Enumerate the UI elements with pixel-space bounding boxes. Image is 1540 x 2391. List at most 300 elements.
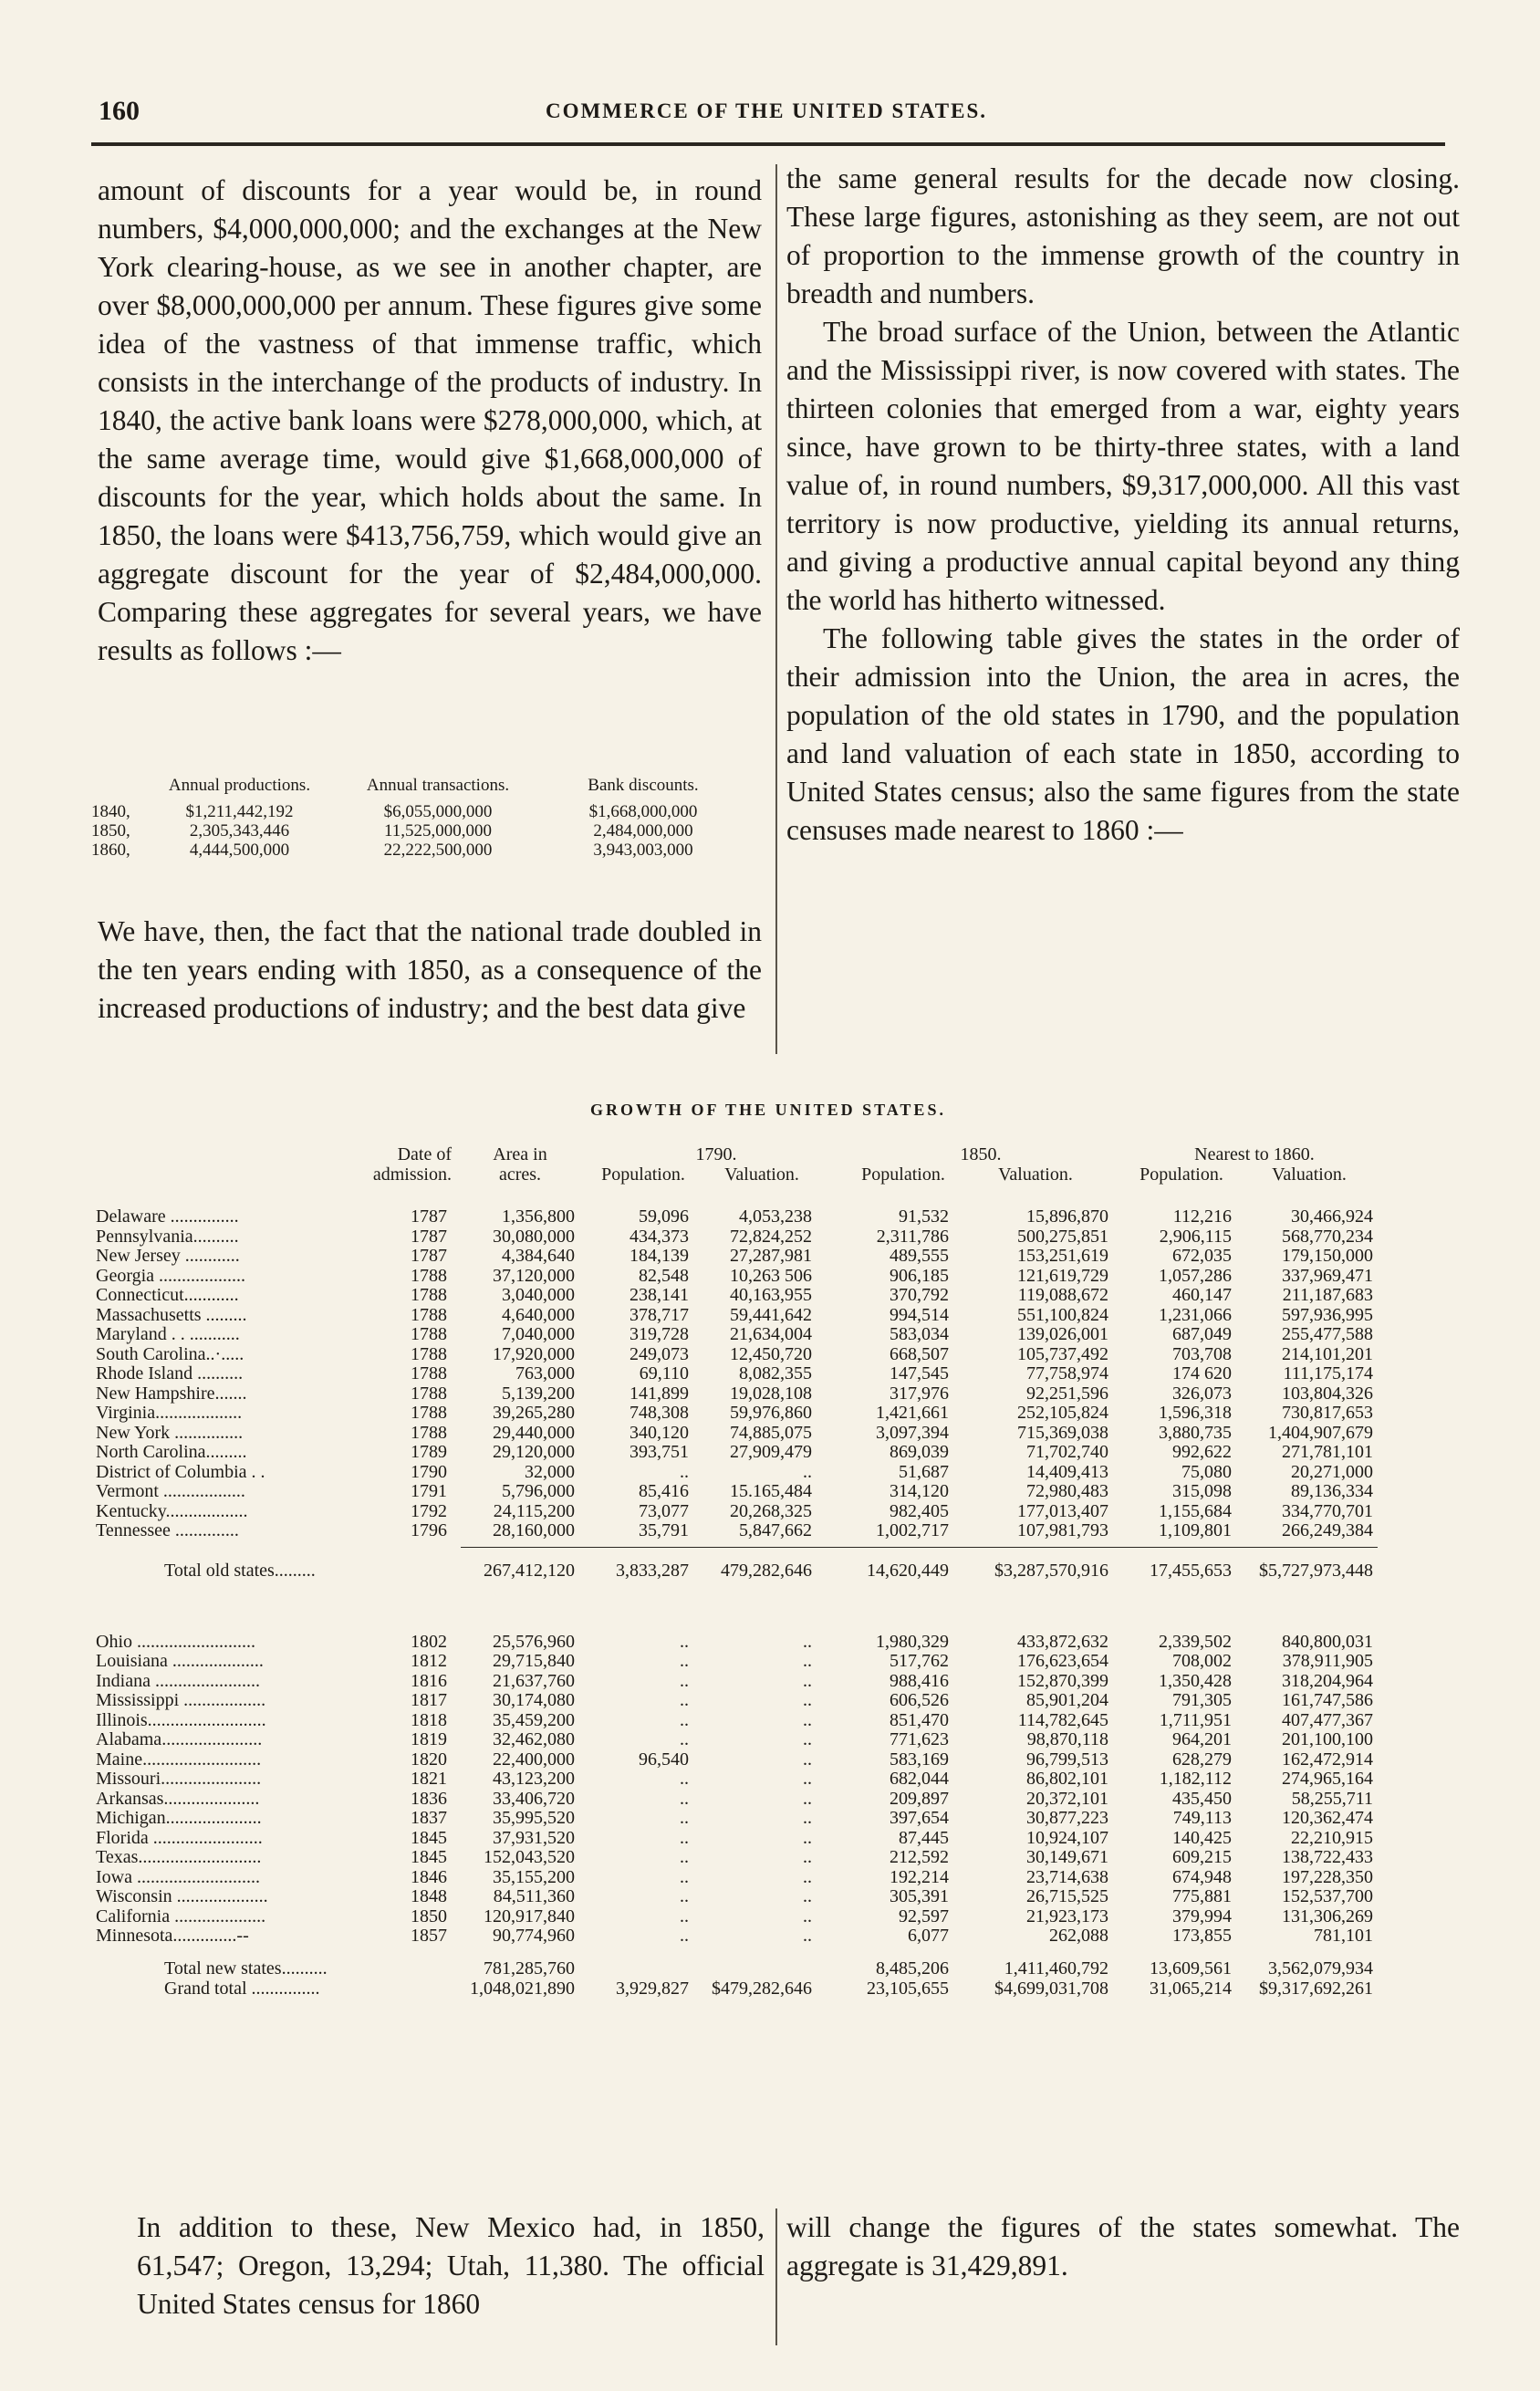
cell-state: Massachusetts ......... <box>96 1304 247 1325</box>
cell-area: 33,406,720 <box>493 1788 575 1809</box>
cell-v1850: 15,896,870 <box>1026 1206 1108 1227</box>
cell-p1790: .. <box>680 1769 689 1789</box>
paragraph-decade: the same general results for the decade now closing. These large figures, astonishing as they seem, are not out of proportion to the immense growth of the country in breadth and numbers. <box>786 162 1460 309</box>
cell-v1790: .. <box>803 1670 812 1691</box>
cell-p1850: 397,654 <box>890 1808 949 1828</box>
cell-date: 1788 <box>411 1403 447 1423</box>
grand-total-row <box>91 1979 1460 1999</box>
cell-pn: 2,906,115 <box>1159 1226 1232 1247</box>
cell-state: Indiana ....................... <box>96 1670 260 1691</box>
cell-v1850: 176,623,654 <box>1017 1651 1108 1671</box>
summary-productions: $1,211,442,192 <box>185 802 294 821</box>
cell-p1850: 14,620,449 <box>867 1560 949 1581</box>
cell-state: South Carolina..·..... <box>96 1343 245 1364</box>
cell-area: 29,715,840 <box>493 1651 575 1671</box>
cell-area: 30,080,000 <box>493 1226 575 1247</box>
cell-p1790: 96,540 <box>639 1749 689 1770</box>
cell-vn: 597,936,995 <box>1282 1304 1373 1325</box>
cell-p1850: 906,185 <box>890 1265 949 1286</box>
cell-pn: 674,948 <box>1172 1866 1232 1887</box>
cell-v1790: 15.165,484 <box>730 1481 812 1501</box>
cell-v1790: 12,450,720 <box>730 1343 812 1364</box>
cell-v1850: 21,923,173 <box>1026 1905 1108 1926</box>
cell-date: 1845 <box>411 1827 447 1848</box>
cell-area: 5,796,000 <box>502 1481 575 1501</box>
cell-vn: 378,911,905 <box>1282 1651 1373 1671</box>
cell-pn: 1,109,801 <box>1159 1520 1232 1540</box>
summary-header-productions: Annual productions. <box>168 776 311 795</box>
summary-productions: 4,444,500,000 <box>189 841 290 860</box>
cell-p1850: 517,762 <box>890 1651 949 1671</box>
cell-p1790: 434,373 <box>630 1226 689 1247</box>
cell-p1850: 6,077 <box>908 1926 949 1946</box>
cell-p1850: 212,592 <box>890 1847 949 1867</box>
cell-area: 25,576,960 <box>493 1631 575 1652</box>
state-row <box>91 1633 1460 1653</box>
cell-v1850: 114,782,645 <box>1017 1709 1108 1730</box>
cell-v1790: 59,976,860 <box>730 1403 812 1423</box>
cell-area: 4,640,000 <box>502 1304 575 1325</box>
cell-v1790: 8,082,355 <box>739 1363 812 1383</box>
cell-pn: 775,881 <box>1172 1886 1232 1906</box>
summary-year: 1850, <box>91 821 130 841</box>
cell-label: Grand total ............... <box>164 1978 320 1999</box>
cell-v1850: 139,026,001 <box>1017 1324 1108 1344</box>
cell-v1850: 30,877,223 <box>1026 1808 1108 1828</box>
cell-state: Mississippi .................. <box>96 1690 266 1710</box>
cell-date: 1789 <box>411 1442 447 1462</box>
cell-p1790: 319,728 <box>630 1324 689 1344</box>
cell-v1790: 27,287,981 <box>730 1246 812 1266</box>
state-row <box>91 1907 1460 1927</box>
cell-pn: 609,215 <box>1172 1847 1232 1867</box>
cell-state: Kentucky.................. <box>96 1500 248 1521</box>
cell-p1850: 1,002,717 <box>876 1520 949 1540</box>
cell-area: 763,000 <box>515 1363 575 1383</box>
cell-vn: 266,249,384 <box>1282 1520 1373 1540</box>
cell-date: 1788 <box>411 1383 447 1404</box>
cell-p1850: 370,792 <box>890 1285 949 1305</box>
cell-area: 43,123,200 <box>493 1769 575 1789</box>
cell-p1850: 583,034 <box>890 1324 949 1344</box>
cell-p1790: 393,751 <box>630 1442 689 1462</box>
cell-vn: 568,770,234 <box>1282 1226 1373 1247</box>
cell-v1790: .. <box>803 1461 812 1482</box>
cell-vn: 211,187,683 <box>1282 1285 1373 1305</box>
cell-vn: 255,477,588 <box>1282 1324 1373 1344</box>
cell-pn: 628,279 <box>1172 1749 1232 1770</box>
cell-p1790: .. <box>680 1926 689 1946</box>
cell-v1850: 23,714,638 <box>1026 1866 1108 1887</box>
cell-state: Maine.......................... <box>96 1749 262 1770</box>
cell-p1790: .. <box>680 1729 689 1749</box>
cell-vn: 103,804,326 <box>1282 1383 1373 1404</box>
cell-date: 1790 <box>411 1461 447 1482</box>
cell-v1850: 105,737,492 <box>1017 1343 1108 1364</box>
cell-pn: 1,711,951 <box>1159 1709 1232 1730</box>
cell-p1850: 3,097,394 <box>876 1422 949 1443</box>
cell-vn: 138,722,433 <box>1282 1847 1373 1867</box>
cell-p1850: 682,044 <box>890 1769 949 1789</box>
cell-state: Iowa ........................... <box>96 1866 260 1887</box>
header-1790-valuation: Valuation. <box>724 1164 799 1185</box>
header-date-2: admission. <box>372 1164 452 1185</box>
cell-area: 1,048,021,890 <box>470 1978 575 1999</box>
cell-date: 1817 <box>411 1690 447 1710</box>
cell-v1790: .. <box>803 1827 812 1848</box>
state-row <box>91 1306 1460 1326</box>
cell-state: Minnesota..............-- <box>96 1926 249 1946</box>
header-1850-population: Population. <box>861 1164 945 1185</box>
state-row <box>91 1521 1460 1541</box>
cell-area: 30,174,080 <box>493 1690 575 1710</box>
cell-date: 1788 <box>411 1285 447 1305</box>
cell-date: 1787 <box>411 1246 447 1266</box>
cell-date: 1787 <box>411 1226 447 1247</box>
paragraph-aggregate: will change the figures of the states somewhat. The aggregate is 31,429,891. <box>786 2211 1460 2281</box>
cell-date: 1818 <box>411 1709 447 1730</box>
cell-vn: 131,306,269 <box>1282 1905 1373 1926</box>
cell-vn: 781,101 <box>1314 1926 1373 1946</box>
cell-date: 1821 <box>411 1769 447 1789</box>
cell-v1850: 30,149,671 <box>1026 1847 1108 1867</box>
header-1850: 1850. <box>960 1144 1002 1164</box>
cell-p1850: 314,120 <box>890 1481 949 1501</box>
cell-v1790: 20,268,325 <box>730 1500 812 1521</box>
cell-state: Alabama...................... <box>96 1729 263 1749</box>
cell-p1790: 378,717 <box>630 1304 689 1325</box>
cell-label: Total old states......... <box>164 1560 316 1581</box>
cell-vn: 730,817,653 <box>1282 1403 1373 1423</box>
cell-area: 24,115,200 <box>493 1500 575 1521</box>
cell-p1790: 748,308 <box>630 1403 689 1423</box>
cell-area: 22,400,000 <box>493 1749 575 1770</box>
cell-p1790: .. <box>680 1631 689 1652</box>
cell-area: 32,000 <box>525 1461 575 1482</box>
cell-p1790: 3,833,287 <box>616 1560 689 1581</box>
summary-year: 1840, <box>91 802 130 821</box>
cell-area: 28,160,000 <box>493 1520 575 1540</box>
cell-v1850: 177,013,407 <box>1017 1500 1108 1521</box>
state-row <box>91 1424 1460 1444</box>
cell-v1790: 479,282,646 <box>721 1560 812 1581</box>
cell-date: 1836 <box>411 1788 447 1809</box>
cell-pn: 1,182,112 <box>1159 1769 1232 1789</box>
paragraph-following-table: The following table gives the states in the order of their admission into the Union, the area in acres, the population of the old states in 1790, and the population and land valuation of each state in 1850, according to United States census; also the same figures from the state censuses made nearest to 1860 :— <box>786 622 1460 846</box>
cell-v1850: 107,981,793 <box>1017 1520 1108 1540</box>
state-row <box>91 1750 1460 1770</box>
cell-state: New Jersey ............ <box>96 1246 240 1266</box>
cell-v1850: 77,758,974 <box>1026 1363 1108 1383</box>
cell-area: 17,920,000 <box>493 1343 575 1364</box>
cell-p1850: 606,526 <box>890 1690 949 1710</box>
cell-area: 5,139,200 <box>502 1383 575 1404</box>
cell-vn: 334,770,701 <box>1282 1500 1373 1521</box>
cell-p1790: 59,096 <box>639 1206 689 1227</box>
cell-v1850: 98,870,118 <box>1026 1729 1108 1749</box>
summary-row <box>91 802 766 821</box>
left-column-middle <box>98 913 762 1028</box>
cell-pn: 435,450 <box>1172 1788 1232 1809</box>
cell-state: Arkansas..................... <box>96 1788 260 1809</box>
cell-pn: 31,065,214 <box>1150 1978 1232 1999</box>
paragraph-national-trade: We have, then, the fact that the national trade doubled in the ten years ending with 1850, as a consequence of the increased productions of industry; and the best data give <box>98 915 762 1024</box>
cell-p1850: 51,687 <box>899 1461 949 1482</box>
header-1860-valuation: Valuation. <box>1272 1164 1347 1185</box>
column-divider-bottom <box>775 2208 777 2345</box>
table-rule <box>461 1547 1378 1548</box>
summary-header-discounts: Bank discounts. <box>588 776 699 795</box>
cell-vn: 214,101,201 <box>1282 1343 1373 1364</box>
cell-date: 1791 <box>411 1481 447 1501</box>
summary-discounts: 3,943,003,000 <box>593 841 693 860</box>
cell-area: 781,285,760 <box>484 1958 575 1979</box>
cell-v1850: 252,105,824 <box>1017 1403 1108 1423</box>
state-row <box>91 1848 1460 1868</box>
cell-state: Rhode Island .......... <box>96 1363 244 1383</box>
cell-p1850: 583,169 <box>890 1749 949 1770</box>
cell-area: 1,356,800 <box>502 1206 575 1227</box>
cell-pn: 703,708 <box>1172 1343 1232 1364</box>
cell-v1850: 715,369,038 <box>1017 1422 1108 1443</box>
cell-pn: 1,057,286 <box>1159 1265 1232 1286</box>
cell-p1850: 305,391 <box>890 1886 949 1906</box>
cell-vn: 407,477,367 <box>1282 1709 1373 1730</box>
cell-pn: 1,350,428 <box>1159 1670 1232 1691</box>
paragraph-union: The broad surface of the Union, between the Atlantic and the Mississippi river, is now covered with states. The thirteen colonies that emerged from a war, eighty years since, have grown to be thirty-three states, with a land value of, in round numbers, $9,317,000,000. All this vast territory is now productive, yielding its annual returns, and giving a productive annual capital beyond any thing the world has hitherto witnessed. <box>786 316 1460 616</box>
cell-area: 35,459,200 <box>493 1709 575 1730</box>
cell-v1790: .. <box>803 1866 812 1887</box>
cell-state: North Carolina......... <box>96 1442 247 1462</box>
cell-v1790: .. <box>803 1769 812 1789</box>
paragraph-discounts: amount of discounts for a year would be, in round numbers, $4,000,000,000; and the exchanges at the New York clearing-house, as we see in another chapter, are over $8,000,000,000 per annum. These figures give some idea of the vastness of that immense traffic, which consists in the interchange of the products of industry. In 1840, the active bank loans were $278,000,000, which, at the same average time, would give $1,668,000,000 of discounts for the year, which holds about the same. In 1850, the loans were $413,756,759, which would give an aggregate discount for the year of $2,484,000,000. Comparing these aggregates for several years, we have results as follows :— <box>98 174 762 666</box>
state-row <box>91 1502 1460 1522</box>
cell-v1850: 92,251,596 <box>1026 1383 1108 1404</box>
cell-v1850: 14,409,413 <box>1026 1461 1108 1482</box>
cell-v1850: 551,100,824 <box>1017 1304 1108 1325</box>
cell-p1790: .. <box>680 1808 689 1828</box>
cell-v1850: 86,802,101 <box>1026 1769 1108 1789</box>
cell-p1850: 192,214 <box>890 1866 949 1887</box>
column-divider <box>775 164 777 1054</box>
state-row <box>91 1711 1460 1731</box>
cell-v1850: $3,287,570,916 <box>994 1560 1108 1581</box>
cell-state: Pennsylvania.......... <box>96 1226 239 1247</box>
cell-p1790: .. <box>680 1709 689 1730</box>
cell-v1790: .. <box>803 1808 812 1828</box>
cell-vn: 179,150,000 <box>1282 1246 1373 1266</box>
cell-area: 39,265,280 <box>493 1403 575 1423</box>
cell-area: 3,040,000 <box>502 1285 575 1305</box>
cell-p1850: 147,545 <box>890 1363 949 1383</box>
cell-vn: 271,781,101 <box>1282 1442 1373 1462</box>
cell-state: Connecticut............ <box>96 1285 239 1305</box>
cell-date: 1850 <box>411 1905 447 1926</box>
header-1860-population: Population. <box>1139 1164 1223 1185</box>
cell-v1850: 119,088,672 <box>1017 1285 1108 1305</box>
summary-row <box>91 841 766 860</box>
cell-p1790: .. <box>680 1847 689 1867</box>
cell-p1850: 209,897 <box>890 1788 949 1809</box>
cell-p1850: 489,555 <box>890 1246 949 1266</box>
cell-p1850: 87,445 <box>899 1827 949 1848</box>
cell-vn: 20,271,000 <box>1291 1461 1373 1482</box>
cell-v1790: 27,909,479 <box>730 1442 812 1462</box>
cell-v1850: 152,870,399 <box>1017 1670 1108 1691</box>
state-row <box>91 1887 1460 1907</box>
cell-date: 1802 <box>411 1631 447 1652</box>
cell-pn: 315,098 <box>1172 1481 1232 1501</box>
state-row <box>91 1267 1460 1287</box>
cell-pn: 2,339,502 <box>1159 1631 1232 1652</box>
cell-p1790: .. <box>680 1886 689 1906</box>
cell-pn: 687,049 <box>1172 1324 1232 1344</box>
header-1850-valuation: Valuation. <box>998 1164 1073 1185</box>
cell-pn: 460,147 <box>1172 1285 1232 1305</box>
cell-v1850: 433,872,632 <box>1017 1631 1108 1652</box>
cell-p1850: 668,507 <box>890 1343 949 1364</box>
cell-p1790: .. <box>680 1866 689 1887</box>
cell-v1850: 10,924,107 <box>1026 1827 1108 1848</box>
state-row <box>91 1770 1460 1790</box>
cell-pn: 3,880,735 <box>1159 1422 1232 1443</box>
cell-p1790: 340,120 <box>630 1422 689 1443</box>
cell-vn: 89,136,334 <box>1291 1481 1373 1501</box>
cell-v1850: 121,619,729 <box>1017 1265 1108 1286</box>
cell-area: 29,120,000 <box>493 1442 575 1462</box>
cell-pn: 1,596,318 <box>1159 1403 1232 1423</box>
header-1790: 1790. <box>695 1144 737 1164</box>
cell-area: 35,155,200 <box>493 1866 575 1887</box>
header-area-1: Area in <box>493 1144 547 1164</box>
state-row <box>91 1286 1460 1306</box>
cell-date: 1788 <box>411 1265 447 1286</box>
summary-table <box>91 776 766 860</box>
cell-date: 1819 <box>411 1729 447 1749</box>
cell-vn: 22,210,915 <box>1291 1827 1373 1848</box>
state-row <box>91 1672 1460 1692</box>
cell-p1850: 851,470 <box>890 1709 949 1730</box>
running-head: COMMERCE OF THE UNITED STATES. <box>545 99 988 122</box>
cell-pn: 17,455,653 <box>1150 1560 1232 1581</box>
state-row <box>91 1227 1460 1248</box>
cell-area: 152,043,520 <box>484 1847 575 1867</box>
cell-pn: 791,305 <box>1172 1690 1232 1710</box>
cell-vn: 111,175,174 <box>1283 1363 1373 1383</box>
state-row <box>91 1404 1460 1424</box>
cell-date: 1820 <box>411 1749 447 1770</box>
state-row <box>91 1809 1460 1829</box>
cell-area: 267,412,120 <box>484 1560 575 1581</box>
cell-area: 21,637,760 <box>493 1670 575 1691</box>
cell-v1790: 19,028,108 <box>730 1383 812 1404</box>
cell-p1850: 771,623 <box>890 1729 949 1749</box>
cell-p1850: 317,976 <box>890 1383 949 1404</box>
cell-vn: 152,537,700 <box>1282 1886 1373 1906</box>
summary-discounts: 2,484,000,000 <box>593 821 693 841</box>
cell-area: 7,040,000 <box>502 1324 575 1344</box>
summary-transactions: 22,222,500,000 <box>383 841 493 860</box>
state-row <box>91 1790 1460 1810</box>
cell-area: 120,917,840 <box>484 1905 575 1926</box>
cell-date: 1788 <box>411 1363 447 1383</box>
cell-area: 35,995,520 <box>493 1808 575 1828</box>
cell-v1790: 59,441,642 <box>730 1304 812 1325</box>
cell-v1790: .. <box>803 1729 812 1749</box>
state-row <box>91 1482 1460 1502</box>
right-column-bottom <box>786 2208 1460 2285</box>
cell-p1790: 184,139 <box>630 1246 689 1266</box>
header-date-1: Date of <box>397 1144 452 1164</box>
cell-v1790: 74,885,075 <box>730 1422 812 1443</box>
cell-p1790: .. <box>680 1651 689 1671</box>
cell-date: 1848 <box>411 1886 447 1906</box>
page-header <box>91 96 1441 132</box>
cell-p1790: 73,077 <box>639 1500 689 1521</box>
cell-v1790: 10,263 506 <box>730 1265 812 1286</box>
cell-area: 4,384,640 <box>502 1246 575 1266</box>
cell-p1850: 2,311,786 <box>876 1226 949 1247</box>
cell-date: 1845 <box>411 1847 447 1867</box>
cell-v1790: .. <box>803 1886 812 1906</box>
state-row <box>91 1247 1460 1267</box>
cell-v1850: 26,715,525 <box>1026 1886 1108 1906</box>
cell-p1850: 8,485,206 <box>876 1958 949 1979</box>
cell-state: Tennessee .............. <box>96 1520 239 1540</box>
cell-vn: 3,562,079,934 <box>1268 1958 1373 1979</box>
cell-state: District of Columbia . . <box>96 1461 265 1482</box>
state-row <box>91 1325 1460 1345</box>
cell-area: 32,462,080 <box>493 1729 575 1749</box>
cell-pn: 75,080 <box>1181 1461 1232 1482</box>
summary-productions: 2,305,343,446 <box>189 821 290 841</box>
header-area-2: acres. <box>498 1164 542 1185</box>
cell-v1850: 85,901,204 <box>1026 1690 1108 1710</box>
cell-p1850: 994,514 <box>890 1304 949 1325</box>
cell-v1850: 71,702,740 <box>1026 1442 1108 1462</box>
cell-area: 29,440,000 <box>493 1422 575 1443</box>
cell-p1790: 3,929,827 <box>616 1978 689 1999</box>
cell-pn: 13,609,561 <box>1150 1958 1232 1979</box>
header-1860: Nearest to 1860. <box>1194 1144 1315 1164</box>
cell-vn: $5,727,973,448 <box>1259 1560 1373 1581</box>
cell-p1850: 982,405 <box>890 1500 949 1521</box>
cell-p1790: 35,791 <box>639 1520 689 1540</box>
summary-header-transactions: Annual transactions. <box>366 776 510 795</box>
cell-vn: 201,100,100 <box>1282 1729 1373 1749</box>
summary-year: 1860, <box>91 841 130 860</box>
cell-pn: 708,002 <box>1172 1651 1232 1671</box>
cell-pn: 326,073 <box>1172 1383 1232 1404</box>
state-row <box>91 1730 1460 1750</box>
cell-vn: 161,747,586 <box>1282 1690 1373 1710</box>
cell-area: 37,120,000 <box>493 1265 575 1286</box>
cell-pn: 173,855 <box>1172 1926 1232 1946</box>
cell-pn: 992,622 <box>1172 1442 1232 1462</box>
cell-vn: 337,969,471 <box>1282 1265 1373 1286</box>
cell-date: 1788 <box>411 1343 447 1364</box>
cell-v1790: .. <box>803 1905 812 1926</box>
cell-state: Vermont .................. <box>96 1481 245 1501</box>
cell-state: Virginia................... <box>96 1403 243 1423</box>
cell-state: Wisconsin .................... <box>96 1886 268 1906</box>
cell-p1850: 869,039 <box>890 1442 949 1462</box>
cell-v1790: .. <box>803 1926 812 1946</box>
state-row <box>91 1829 1460 1849</box>
cell-p1790: 82,548 <box>639 1265 689 1286</box>
total-old-states-row <box>91 1561 1460 1582</box>
cell-v1790: $479,282,646 <box>712 1978 812 1999</box>
